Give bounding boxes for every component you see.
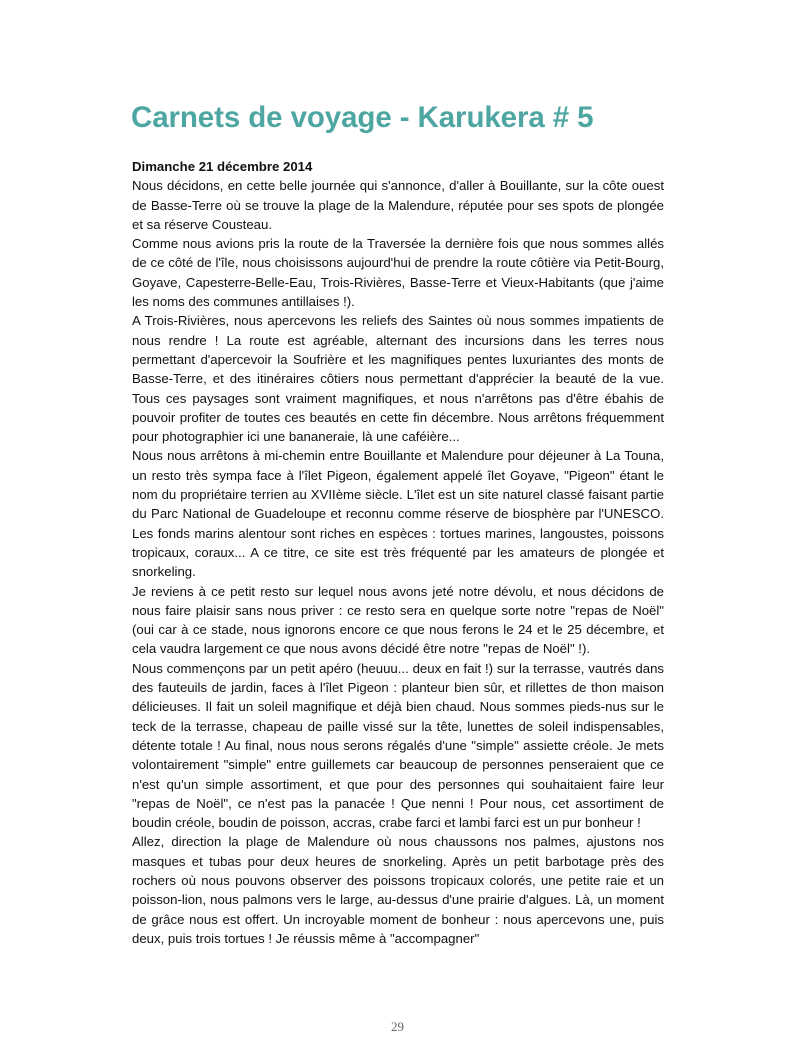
article-body — [132, 157, 664, 948]
paragraph: Nous décidons, en cette belle journée qui s'annonce, d'aller à Bouillante, sur la côte ouest de Basse-Terre où se trouve la plage de la Malendure, réputée pour ses spots de plongée et sa réserve Cousteau. — [132, 178, 664, 232]
date-heading: Dimanche 21 décembre 2014 — [132, 159, 313, 174]
paragraph: A Trois-Rivières, nous apercevons les reliefs des Saintes où nous sommes impatients de nous rendre ! La route est agréable, alternant des incursions dans les terres nous permettant d'apercevoir la Soufrière et les magnifiques pentes luxuriantes des monts de Basse-Terre, et des itinéraires côtiers nous permettant d'apprécier la beauté de la vue. Tous ces paysages sont vraiment magnifiques, et nous n'arrêtons pas d'être ébahis de pouvoir profiter de toutes ces beautés en cette fin décembre. Nous arrêtons fréquemment pour photographier ici une bananeraie, là une caféière... — [132, 313, 664, 445]
paragraph: Allez, direction la plage de Malendure où nous chaussons nos palmes, ajustons nos masques et tubas pour deux heures de snorkeling. Après un petit barbotage près des rochers où nous pouvons observer des poissons tropicaux colorés, une petite raie et un poisson-lion, nous palmons vers le large, au-dessus d'une prairie d'algues. Là, un moment de grâce nous est offert. Un incroyable moment de bonheur : nous apercevons une, puis deux, puis trois tortues ! Je réussis même à "accompagner" — [132, 834, 664, 946]
paragraph: Comme nous avions pris la route de la Traversée la dernière fois que nous sommes allés de ce côté de l'île, nous choisissons aujourd'hui de prendre la route côtière via Petit-Bourg, Goyave, Capesterre-Belle-Eau, Trois-Rivières, Basse-Terre et Vieux-Habitants (que j'aime les noms des communes antillaises !). — [132, 236, 664, 310]
page-title: Carnets de voyage - Karukera # 5 — [131, 101, 594, 134]
paragraph: Nous commençons par un petit apéro (heuuu... deux en fait !) sur la terrasse, vautrés dans des fauteuils de jardin, faces à l'îlet Pigeon : planteur bien sûr, et rillettes de thon maison délicieuses. Il fait un soleil magnifique et déjà bien chaud. Nous sommes pieds-nus sur le teck de la terrasse, chapeau de paille vissé sur la tête, lunettes de soleil indispensables, détente totale ! Au final, nous nous serons régalés d'une "simple" assiette créole. Je mets volontairement "simple" entre guillemets car beaucoup de personnes penseraient que ce n'est qu'un simple assortiment, et que pour des personnes qui souhaitaient faire leur "repas de Noël", ce n'est pas la panacée ! Que nenni ! Pour nous, cet assortiment de boudin créole, boudin de poisson, accras, crabe farci et lambi farci est un pur bonheur ! — [132, 660, 664, 831]
paragraph: Nous nous arrêtons à mi-chemin entre Bouillante et Malendure pour déjeuner à La Touna, un resto très sympa face à l'îlet Pigeon, également appelé îlet Goyave, "Pigeon" étant le nom du propriétaire terrien au XVIIème siècle. L'îlet est un site naturel classé faisant partie du Parc National de Guadeloupe et reconnu comme réserve de biosphère par l'UNESCO. Les fonds marins alentour sont riches en espèces : tortues marines, langoustes, poissons tropicaux, coraux... A ce titre, ce site est très fréquenté par les amateurs de plongée et snorkeling. — [132, 448, 664, 580]
page-number: 29 — [391, 1019, 404, 1034]
paragraph: Je reviens à ce petit resto sur lequel nous avons jeté notre dévolu, et nous décidons de nous faire plaisir sans nous priver : ce resto sera en quelque sorte notre "repas de Noël" (oui car à ce stade, nous ignorons encore ce que nous ferons le 24 et le 25 décembre, et cela vaudra largement ce que nous avons décidé être notre "repas de Noël" !). — [132, 583, 664, 657]
